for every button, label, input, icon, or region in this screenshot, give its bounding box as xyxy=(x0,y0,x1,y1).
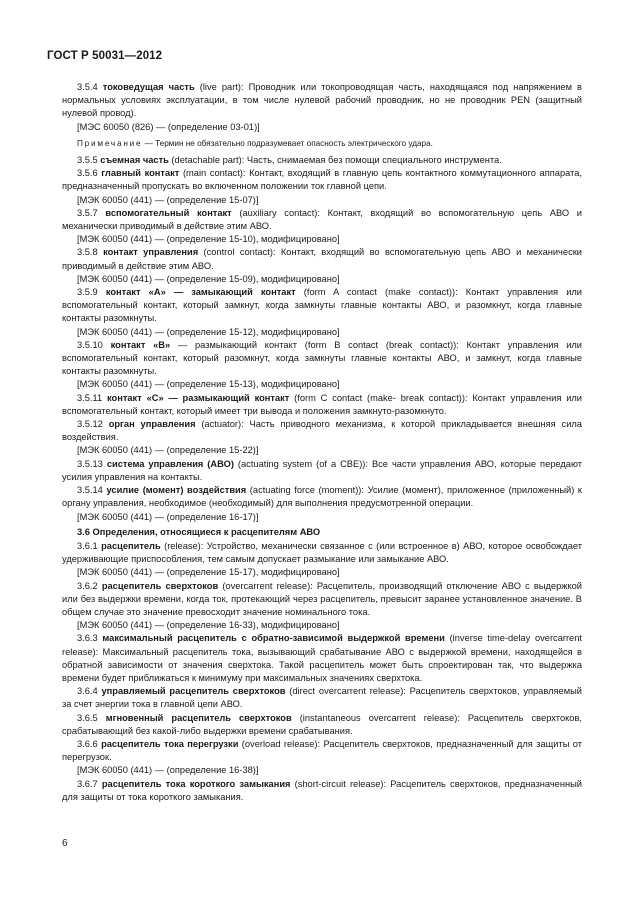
term-definition: (form A contact (make contact)): Контакт управления или вспомогательный контакт, который замкнут, когда замкнуты главные контакты АВО, и разомкнут, когда главные контакты разомкнуты. xyxy=(62,287,583,324)
term-number: 3.5.13 xyxy=(77,458,103,469)
section-heading: 3.6 Определения, относящиеся к расцепителям АВО xyxy=(77,526,321,537)
term-definition: (short-circuit release): Расцепитель сверхтоков, предназначенный для защиты от тока короткого замыкания. xyxy=(62,778,582,802)
term-name: максимальный расцепитель с обратно-зависимой выдержкой времени xyxy=(102,633,445,644)
reference: [МЭК 60050 (441) — (определение 16-17)] xyxy=(77,511,259,522)
reference: [МЭК 60050 (441) — (определение 15-09), модифицировано] xyxy=(77,273,340,284)
reference: [МЭК 60050 (441) — (определение 16-33), модифицировано] xyxy=(77,620,340,631)
term-number: 3.5.9 xyxy=(77,287,98,298)
term-number: 3.6.7 xyxy=(77,778,98,789)
reference: [МЭК 60050 (441) — (определение 15-13), модифицировано] xyxy=(77,379,340,390)
term-definition: (actuating system (of a CBE)): Все части управления АВО, которые передают усилия управления на контакты. xyxy=(62,458,582,482)
reference: [МЭК 60050 (441) — (определение 15-17), модифицировано] xyxy=(77,567,340,578)
term-definition: (overcarrent release): Расцепитель, производящий отключение АВО с выдержкой или без выдержки времени, когда ток, протекающий через расцепитель, превысит заранее установленное значение. В общем случае это значение превосходит значение номинального тока. xyxy=(62,580,582,617)
reference: [МЭК 60050 (441) — (определение 16-38)] xyxy=(77,765,259,776)
term-name: главный контакт xyxy=(101,168,180,179)
document-body xyxy=(62,81,582,804)
term-number: 3.5.10 xyxy=(77,339,103,350)
note-text: — Термин не обязательно подразумевает опасность электрического удара. xyxy=(142,138,433,148)
term-number: 3.6.4 xyxy=(77,686,98,697)
definition xyxy=(62,484,582,510)
term-definition: — размыкающий контакт (form B contact (break contact)): Контакт управления или вспомогательный контакт, который разомкнут, когда замкнуты главные контакты АВО, и замкнут, когда главные контакты разомкнуты. xyxy=(62,339,583,377)
term-name: расцепитель xyxy=(101,540,161,551)
definition xyxy=(62,167,582,193)
definition xyxy=(62,712,582,738)
term-definition: (release): Устройство, механически связанное с (или встроенное в) АВО, которое освобождает удерживающие приспособления, тем самым допускает размыкание или замыкание АВО. xyxy=(62,540,582,565)
term-name: контакт управления xyxy=(103,247,199,258)
term-definition: (actuator): Часть приводного механизма, к которой прикладывается внешняя сила воздействия. xyxy=(62,419,582,443)
definition xyxy=(62,418,582,444)
document-header: ГОСТ Р 50031—2012 xyxy=(47,50,163,62)
term-number: 3.5.14 xyxy=(77,485,103,496)
term-name: управляемый расцепитель сверхтоков xyxy=(101,686,286,697)
term-name: усилие (момент) воздействия xyxy=(106,485,247,496)
term-definition: (detachable part): Часть, снимаемая без помощи специального инструмента. xyxy=(168,155,502,166)
term-number: 3.5.12 xyxy=(77,419,103,430)
term-definition: (form C contact (make- break contact)): Контакт управления или вспомогательный контакт, который имеет три вывода и положения замкнуто-разомкнуто. xyxy=(62,392,582,416)
term-definition: (auxiliary contact): Контакт, входящий во вспомогательную цепь АВО и механически приводимый в действие этим АВО. xyxy=(62,207,582,232)
term-name: контакт «В» xyxy=(110,339,171,350)
term-name: система управления (АВО) xyxy=(106,458,234,469)
definition xyxy=(62,632,582,685)
definition xyxy=(62,81,582,121)
reference: [МЭК 60050 (441) — (определение 15-07)] xyxy=(77,194,259,205)
term-number: 3.5.7 xyxy=(77,207,98,218)
term-name: мгновенный расцепитель сверхтоков xyxy=(105,712,292,723)
term-name: съемная часть xyxy=(100,155,169,166)
term-number: 3.5.11 xyxy=(77,392,103,403)
term-number: 3.6.2 xyxy=(77,580,98,591)
term-name: токоведущая часть xyxy=(102,82,195,92)
term-definition: (actuating force (moment)): Усилие (момент), приложенное (приложенный) к органу управления, необходимое (необходимый) для выполнения предусмотренной операции. xyxy=(62,485,583,509)
term-name: контакт «А» — замыкающий контакт xyxy=(105,287,296,298)
definition xyxy=(62,392,582,418)
term-name: расцепитель тока короткого замыкания xyxy=(101,778,291,789)
reference: [МЭК 60050 (441) — (определение 15-10), модифицировано] xyxy=(77,234,340,245)
term-number: 3.5.8 xyxy=(77,247,98,258)
term-number: 3.6.3 xyxy=(77,633,98,644)
term-definition: (direct overcarrent release): Расцепитель сверхтоков, управляемый за счет энергии тока в главной цепи АВО. xyxy=(62,686,582,710)
term-definition: (inverse time-delay overcarrent release): Максимальный расцепитель тока, вызывающий срабатывание АВО с выдержкой времени, находящейся в обратной зависимости от значения сверхтока. Такой расцепитель может быть спроектирован так, что выдержка времени будет приближаться к минимуму при максимальных значениях сверхтока. xyxy=(62,633,582,683)
definition xyxy=(62,540,582,566)
note xyxy=(62,137,582,150)
term-name: орган управления xyxy=(108,419,196,430)
term-number: 3.5.4 xyxy=(77,82,98,92)
term-number: 3.6.6 xyxy=(77,738,98,749)
definition xyxy=(62,207,582,233)
term-name: вспомогательный контакт xyxy=(105,207,232,218)
reference: [МЭК 60050 (441) — (определение 15-12), модифицировано] xyxy=(77,326,340,337)
term-definition: (control contact): Контакт, входящий во вспомогательную цепь АВО и механически приводимый в действие этим АВО. xyxy=(62,247,582,271)
term-number: 3.5.6 xyxy=(77,168,98,179)
reference: [МЭК 60050 (441) — (определение 15-22)] xyxy=(77,445,259,456)
term-definition: (instantaneous overcarrent release): Расцепитель сверхтоков, срабатывающий без какой-либо выдержки времени срабатывания. xyxy=(62,712,582,736)
definition xyxy=(62,339,582,379)
definition xyxy=(62,778,582,804)
page-number: 6 xyxy=(62,838,68,849)
term-name: контакт «С» — размыкающий контакт xyxy=(107,392,290,403)
definition xyxy=(62,154,582,167)
term-name: расцепитель сверхтоков xyxy=(101,580,219,591)
definition xyxy=(62,286,582,326)
term-definition: (overload release): Расцепитель сверхтоков, предназначенный для защиты от перегрузок. xyxy=(62,738,582,763)
definition xyxy=(62,246,582,272)
term-name: расцепитель тока перегрузки xyxy=(101,738,239,749)
definition xyxy=(62,738,582,764)
term-number: 3.6.5 xyxy=(77,712,98,723)
term-number: 3.6.1 xyxy=(77,540,98,551)
definition xyxy=(62,580,582,620)
term-definition: (main contact): Контакт, входящий в главную цепь контактного коммутационного аппарата, предназначенный пропускать во включенном положении ток главной цепи. xyxy=(62,168,582,192)
definition xyxy=(62,458,582,484)
definition xyxy=(62,685,582,711)
reference: [МЭС 60050 (826) — (определение 03-01)] xyxy=(77,121,260,132)
note-label: Примечание xyxy=(77,138,143,148)
term-number: 3.5.5 xyxy=(77,155,98,166)
term-definition: (live part): Проводник или токопроводящая часть, находящаяся под напряжением в нормальных условиях эксплуатации, в том числе нулевой рабочий проводник, но не проводник PEN (защитный нулевой провод). xyxy=(62,82,582,119)
